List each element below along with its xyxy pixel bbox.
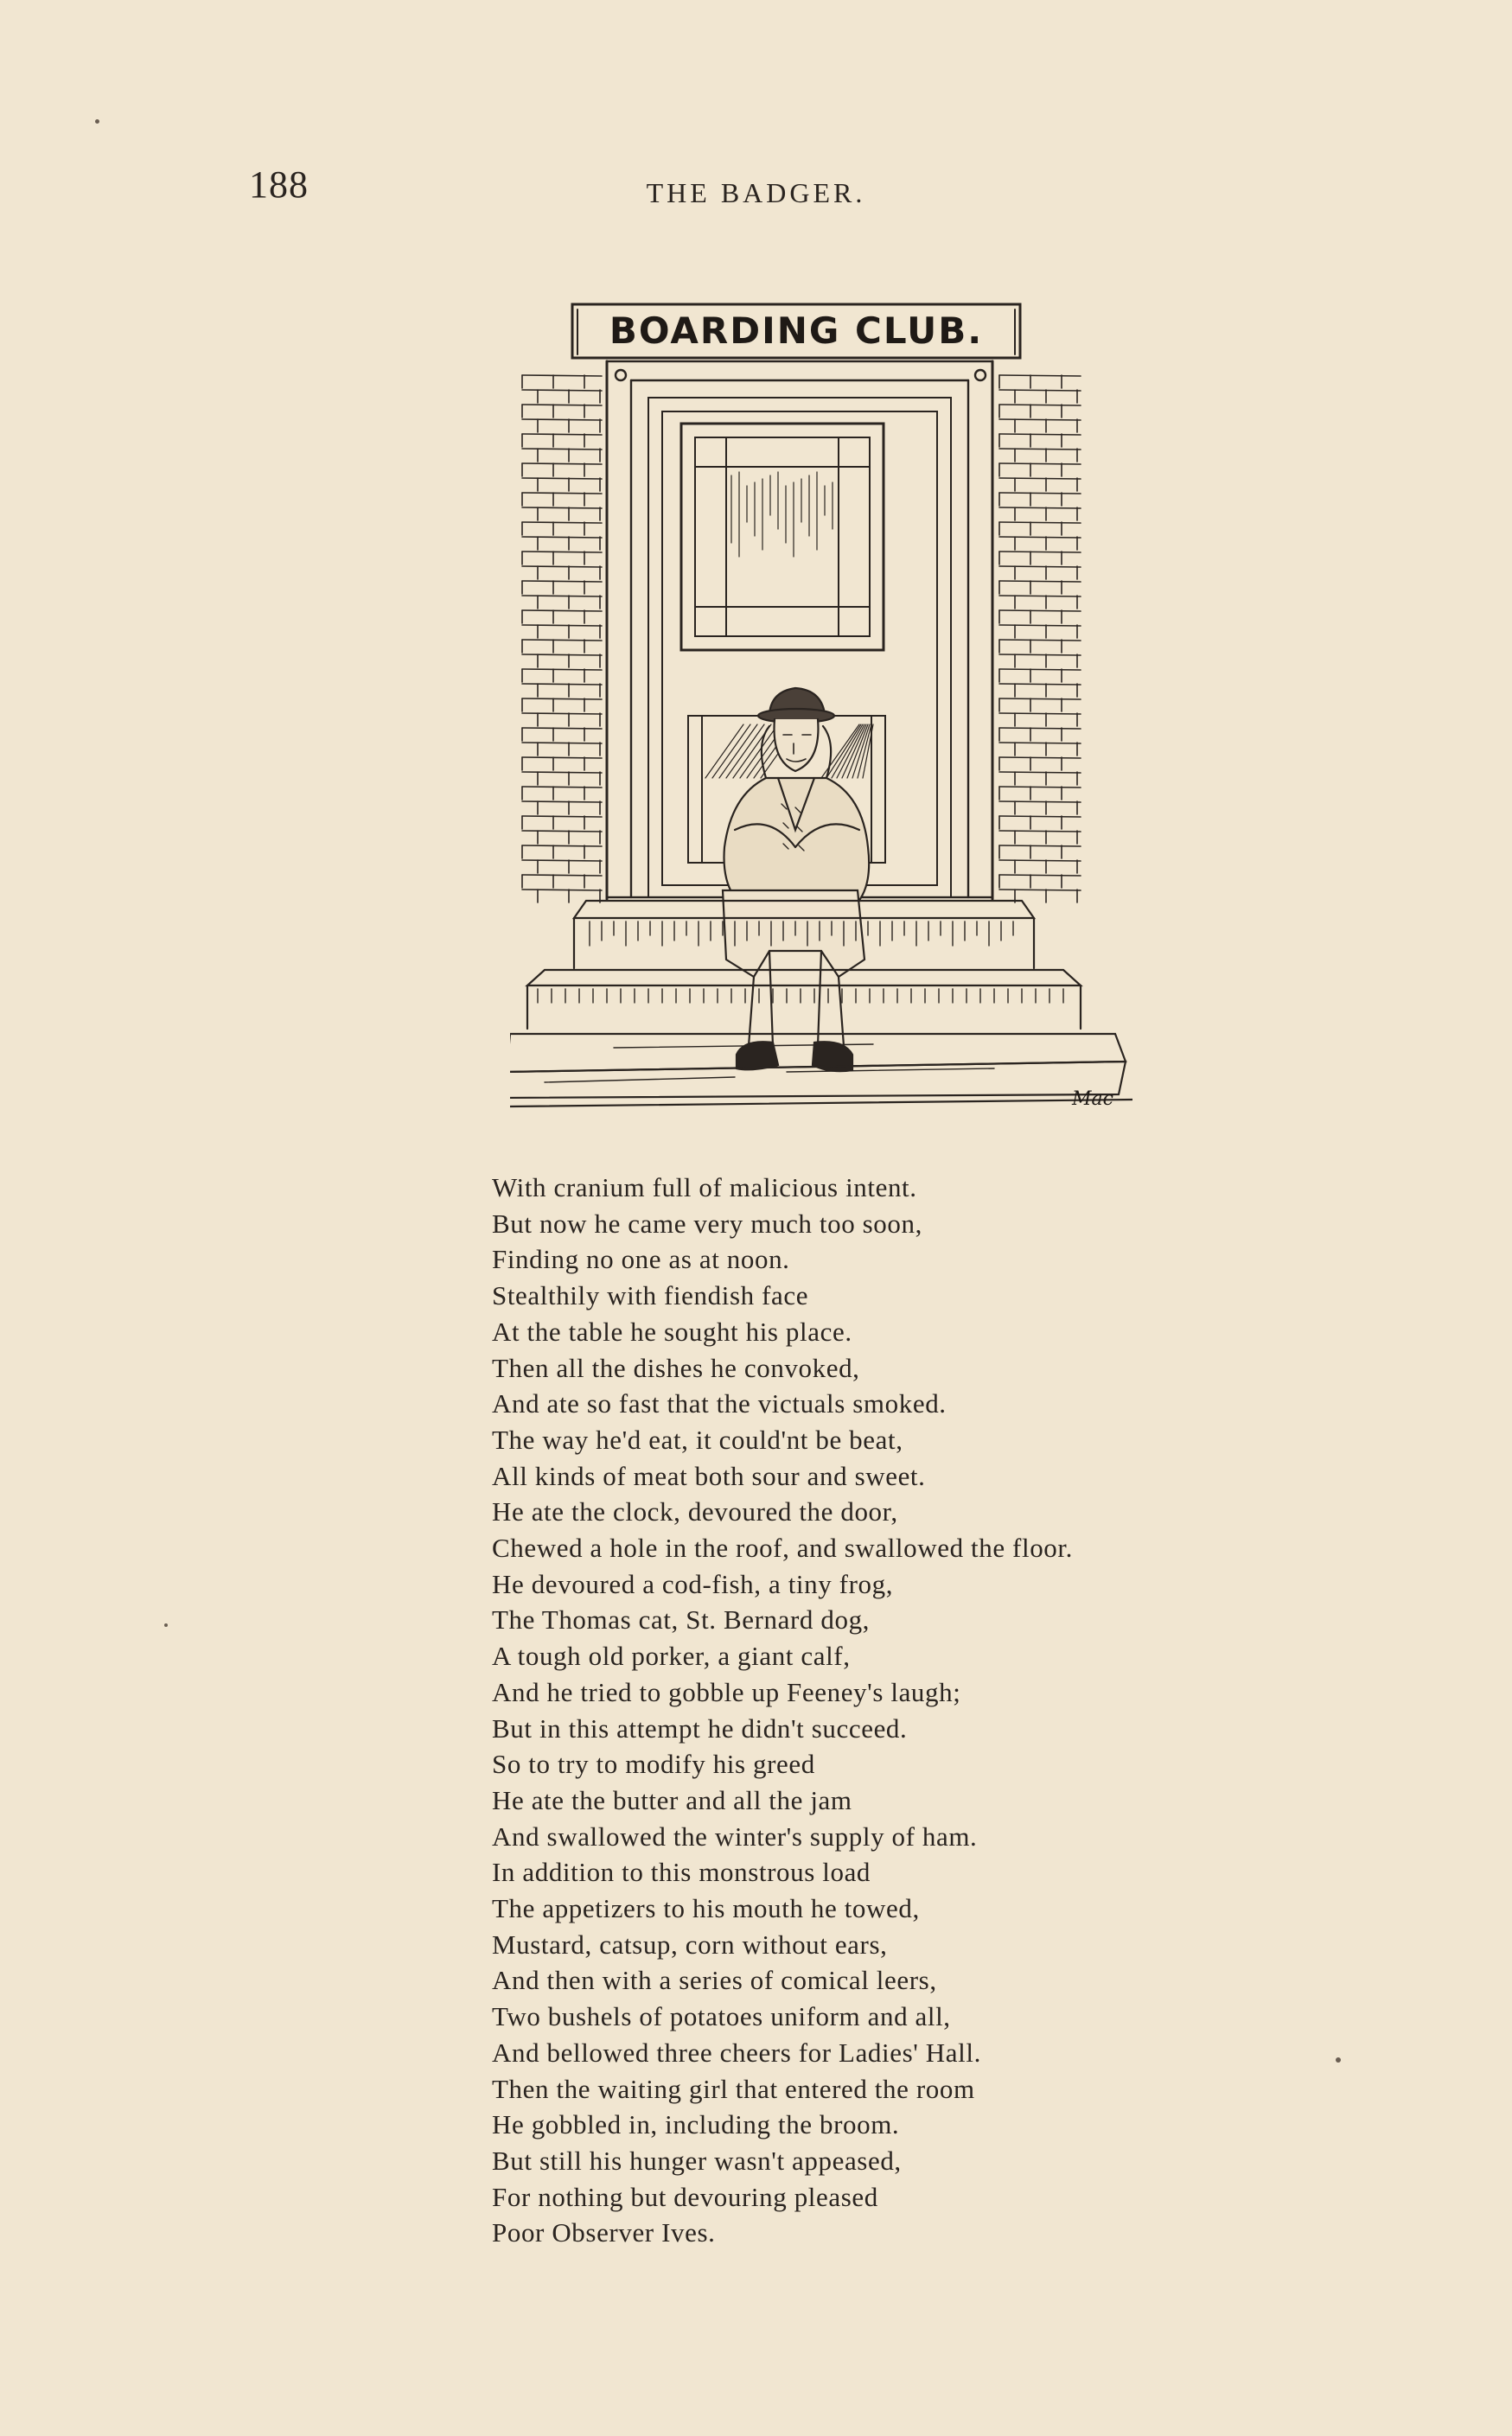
poem-line: Chewed a hole in the roof, and swallowed the floor. [492, 1533, 1073, 1564]
poem-line: And swallowed the winter's supply of ham. [492, 1821, 978, 1852]
poem-line: Then all the dishes he convoked, [492, 1352, 860, 1383]
door-window [731, 472, 833, 557]
poem-line: But still his hunger wasn't appeased, [492, 2145, 902, 2176]
poem-line: With cranium full of malicious intent. [492, 1172, 917, 1202]
poem-line: All kinds of meat both sour and sweet. [492, 1460, 926, 1491]
boarding-club-illustration [510, 294, 1132, 1141]
poem-line: And bellowed three cheers for Ladies' Hall. [492, 2037, 981, 2068]
poem-line: The appetizers to his mouth he towed, [492, 1893, 920, 1924]
poem-line: He gobbled in, including the broom. [492, 2109, 900, 2140]
sign-text: BOARDING CLUB. [609, 309, 984, 352]
poem-line: Poor Observer Ives. [492, 2217, 716, 2248]
running-title: THE BADGER. [646, 177, 866, 208]
poem-line: In addition to this monstrous load [492, 1857, 871, 1888]
paper-speck [95, 119, 99, 124]
poem-line: At the table he sought his place. [492, 1316, 852, 1347]
poem-line: A tough old porker, a giant calf, [492, 1641, 851, 1672]
left-brick-wall [522, 375, 602, 902]
poem-line: And he tried to gobble up Feeney's laugh; [492, 1676, 961, 1707]
poem-line: He devoured a cod-fish, a tiny frog, [492, 1568, 894, 1599]
poem-line: He ate the clock, devoured the door, [492, 1496, 898, 1527]
poem-line: Then the waiting girl that entered the room [492, 2073, 975, 2104]
artist-signature: Mac [1072, 1088, 1113, 1110]
poem-line: But now he came very much too soon, [492, 1208, 922, 1239]
poem-line: Finding no one as at noon. [492, 1244, 790, 1275]
paper-speck [1336, 2057, 1341, 2063]
boarding-club-sign [572, 304, 1020, 358]
poem-line: And then with a series of comical leers, [492, 1965, 937, 1996]
poem-line: Mustard, catsup, corn without ears, [492, 1929, 888, 1960]
poem-line: Two bushels of potatoes uniform and all, [492, 2001, 951, 2032]
poem-line: Stealthily with fiendish face [492, 1280, 809, 1311]
poem [492, 1170, 1183, 2251]
paper-speck [164, 1623, 168, 1627]
poem-line: The Thomas cat, St. Bernard dog, [492, 1604, 871, 1636]
poem-line: He ate the butter and all the jam [492, 1784, 852, 1815]
right-brick-wall [999, 375, 1081, 902]
poem-line: For nothing but devouring pleased [492, 2181, 878, 2212]
poem-line: And ate so fast that the victuals smoked. [492, 1388, 947, 1419]
poem-line: But in this attempt he didn't succeed. [492, 1712, 908, 1744]
poem-line: The way he'd eat, it could'nt be beat, [492, 1424, 903, 1455]
poem-line: So to try to modify his greed [492, 1749, 815, 1780]
page-number: 188 [249, 163, 309, 206]
